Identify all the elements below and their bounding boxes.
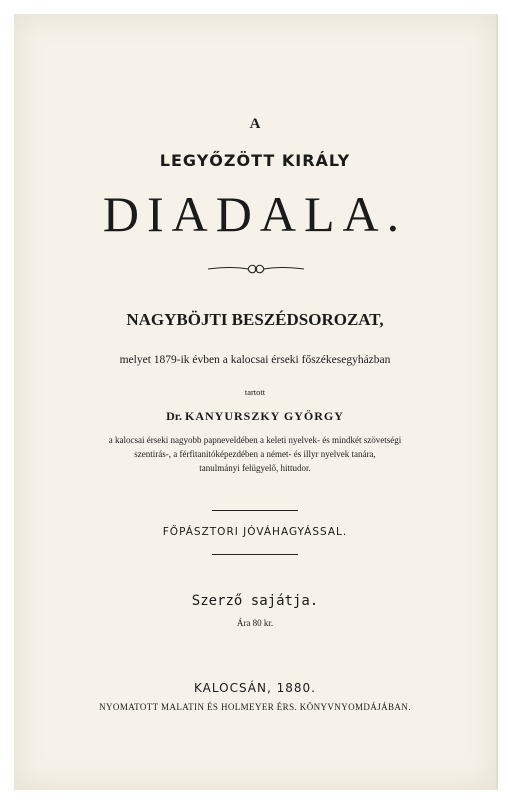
author-name: KANYURSZKY GYÖRGY [184,409,344,423]
series-description: melyet 1879-ik évben a kalocsai érseki főszékesegyházban [119,354,391,366]
held-by-label: tartott [244,387,266,397]
decorative-flourish-icon [206,263,306,275]
author-credential-line: tanulmányi felügyelő, hittudor. [199,463,311,473]
approval-notice: FŐPÁSZTORI JÓVÁHAGYÁSSAL. [162,526,348,538]
title-page [14,14,498,790]
price-note: Ára 80 kr. [236,618,274,628]
ownership-note: Szerző sajátja. [191,593,319,609]
title-subtitle: LEGYŐZÖTT KIRÁLY [159,151,351,170]
divider-rule-bottom [212,554,298,555]
series-heading: NAGYBÖJTI BESZÉDSOROZAT, [126,310,384,329]
divider-rule-top [212,510,298,511]
title-main: DIADALA. [102,186,408,242]
title-article: A [249,116,261,132]
author-line [14,409,496,424]
imprint-printer: NYOMATOTT MALATIN ÉS HOLMEYER ÉRS. KÖNYVNYOMDÁJÁBAN. [99,702,411,712]
imprint-place-year: KALOCSÁN, 1880. [194,681,316,695]
author-credential-line: a kalocsai érseki nagyobb papneveldében a keleti nyelvek- és mindkét szövetségi [108,435,402,445]
author-prefix: Dr. [166,409,182,423]
author-credential-line: szentirás-, a férfitanitóképezdében a német- és illyr nyelvek tanára, [134,449,376,459]
